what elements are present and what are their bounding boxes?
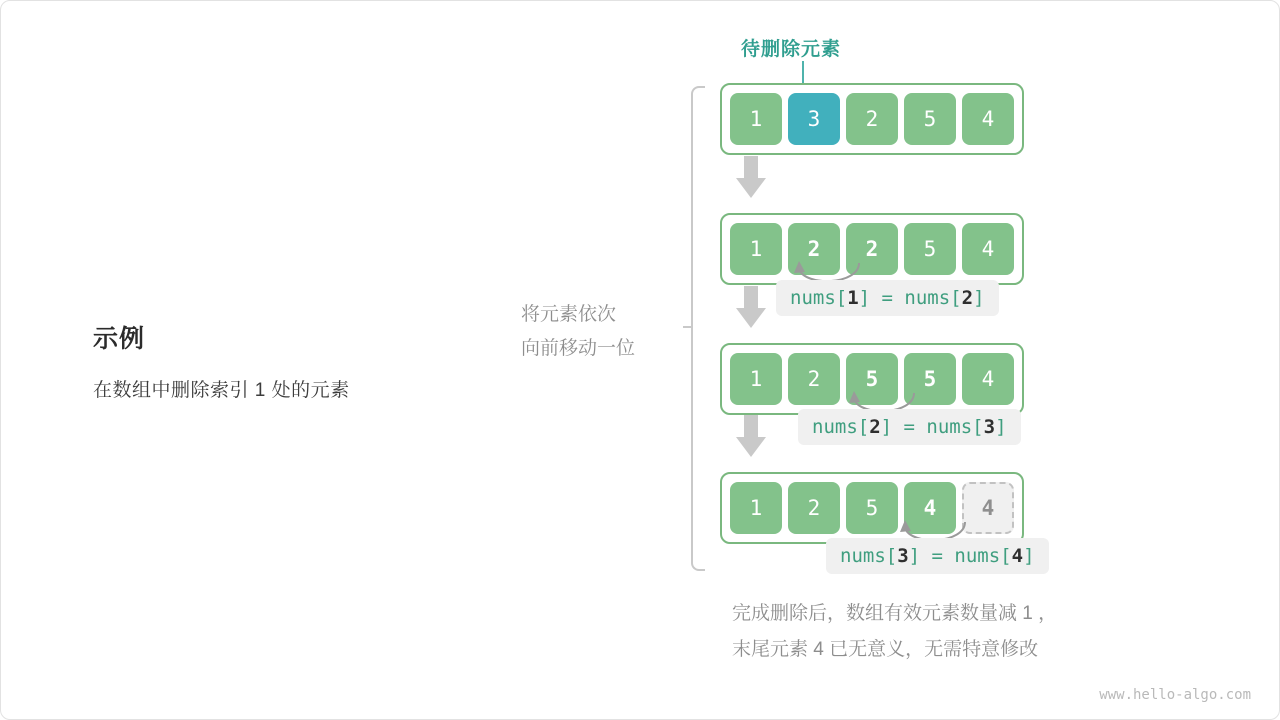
array-cell: 2 [846, 223, 898, 275]
steps-bracket-nub [683, 326, 693, 328]
array-cell: 1 [730, 223, 782, 275]
array-cell: 2 [788, 482, 840, 534]
array-cell: 1 [730, 353, 782, 405]
code-text: nums[ [840, 545, 898, 567]
example-subtitle: 在数组中删除索引 1 处的元素 [93, 380, 350, 401]
array-cell-discarded: 4 [962, 482, 1014, 534]
array-cell: 1 [730, 93, 782, 145]
steps-bracket [691, 86, 705, 571]
array-cell: 5 [904, 93, 956, 145]
array-cell: 5 [904, 353, 956, 405]
shift-note-line2: 向前移动一位 [521, 338, 636, 359]
delete-target-label: 待删除元素 [741, 39, 842, 60]
array-cell: 5 [846, 482, 898, 534]
array-cell: 2 [788, 353, 840, 405]
bottom-note-line1: 完成删除后，数组有效元素数量减 1 ， [732, 603, 1058, 624]
down-arrow-icon [736, 415, 766, 459]
array-cell: 2 [788, 223, 840, 275]
code-text: ] [973, 287, 985, 309]
array-cell: 1 [730, 482, 782, 534]
array-step-2 [720, 213, 1024, 285]
array-cell: 2 [846, 93, 898, 145]
code-text: nums[ [790, 287, 848, 309]
code-index: 3 [983, 416, 996, 438]
array-step-4 [720, 472, 1024, 544]
code-label-2 [798, 409, 1021, 445]
watermark: www.hello-algo.com [1099, 687, 1251, 703]
delete-target-pointer [802, 61, 804, 85]
code-text: ] [995, 416, 1007, 438]
down-arrow-icon [736, 286, 766, 330]
code-text: ] = nums[ [908, 545, 1012, 567]
array-cell: 4 [962, 353, 1014, 405]
array-cell: 5 [846, 353, 898, 405]
code-index: 4 [1011, 545, 1024, 567]
code-index: 1 [847, 287, 859, 309]
code-text: ] [1023, 545, 1035, 567]
code-text: nums[ [812, 416, 870, 438]
array-cell: 4 [962, 223, 1014, 275]
shift-note-line1: 将元素依次 [521, 304, 617, 325]
code-text: ] = nums[ [880, 416, 984, 438]
code-index: 2 [869, 416, 881, 438]
array-cell: 4 [904, 482, 956, 534]
down-arrow-icon [736, 156, 766, 200]
array-cell: 5 [904, 223, 956, 275]
code-index: 3 [897, 545, 909, 567]
bottom-note [732, 596, 1057, 668]
array-cell: 4 [962, 93, 1014, 145]
bottom-note-line2: 末尾元素 4 已无意义，无需特意修改 [732, 639, 1039, 660]
array-cell-highlighted: 3 [788, 93, 840, 145]
code-text: ] = nums[ [858, 287, 962, 309]
code-label-1 [776, 280, 999, 316]
shift-note [521, 298, 681, 366]
array-step-1 [720, 83, 1024, 155]
example-title: 示例 [93, 325, 146, 353]
code-index: 2 [961, 287, 974, 309]
left-caption [93, 319, 473, 402]
code-label-3 [826, 538, 1049, 574]
